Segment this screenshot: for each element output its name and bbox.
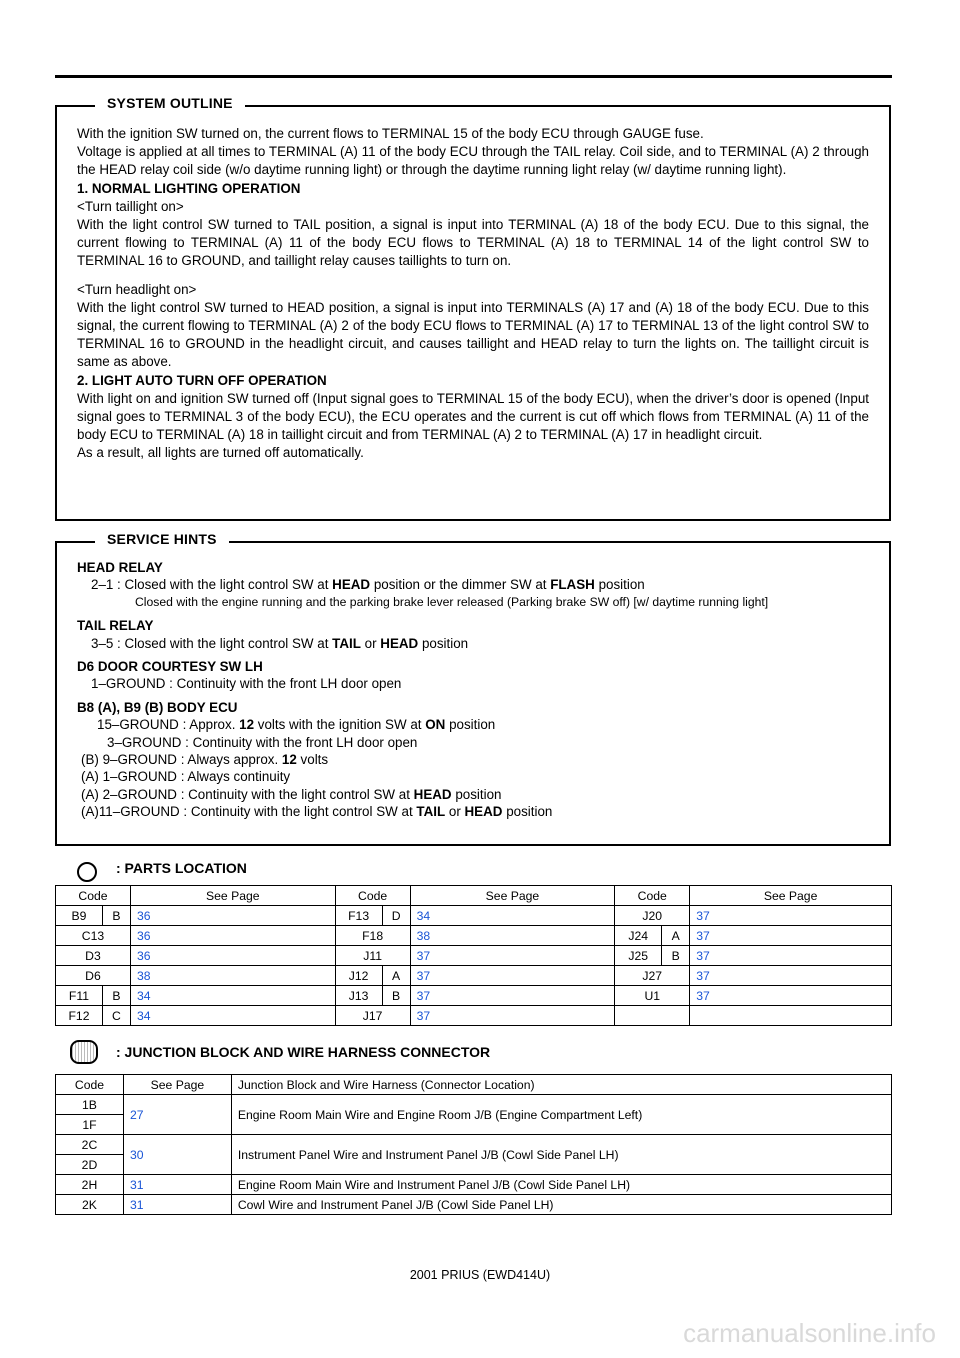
junction-header-cell: Junction Block and Wire Harness (Connector Location) (231, 1075, 891, 1095)
parts-see-page-link[interactable]: 34 (410, 906, 615, 926)
watermark: carmanualsonline.info (683, 1318, 936, 1348)
junction-code: 2C (56, 1135, 124, 1155)
junction-code: 2D (56, 1155, 124, 1175)
system-outline-box (55, 95, 891, 521)
junction-code: 2H (56, 1175, 124, 1195)
parts-see-page-link[interactable]: 37 (690, 906, 892, 926)
parts-code: J12 (335, 966, 382, 986)
parts-header-cell: See Page (410, 886, 615, 906)
tail-relay-heading: TAIL RELAY (77, 618, 154, 634)
parts-header-row (56, 886, 892, 906)
junction-block-table (55, 1074, 892, 1215)
parts-code: C13 (56, 926, 131, 946)
parts-code-suffix: C (102, 1006, 130, 1026)
tail-relay-line-1: 3–5 : Closed with the light control SW at TAIL or HEAD position (91, 635, 469, 651)
junction-description: Engine Room Main Wire and Engine Room J/B (Engine Compartment Left) (231, 1095, 891, 1135)
parts-header-cell: See Page (690, 886, 892, 906)
junction-row (56, 1135, 892, 1155)
system-outline-body (77, 125, 869, 463)
parts-see-page-link[interactable]: 38 (410, 926, 615, 946)
outline-intro-2: Voltage is applied at all times to TERMINAL (A) 11 of the body ECU through the TAIL relay. Coil side, and to TERMINAL (A) 2 through the HEAD relay coil side (w/o daytime running light) or through the daytime running light relay (w/ daytime running light). (77, 144, 869, 178)
parts-see-page-link[interactable] (690, 1006, 892, 1026)
junction-see-page-link[interactable]: 31 (123, 1175, 231, 1195)
section-2-result: As a result, all lights are turned off automatically. (77, 445, 364, 461)
parts-see-page-link[interactable]: 36 (130, 906, 335, 926)
parts-code: D6 (56, 966, 131, 986)
section-1-sub-headlight: <Turn headlight on> (77, 281, 197, 297)
parts-see-page-link[interactable]: 37 (410, 1006, 615, 1026)
door-courtesy-heading: D6 DOOR COURTESY SW LH (77, 659, 263, 675)
parts-code: U1 (615, 986, 690, 1006)
top-rule (55, 75, 892, 78)
parts-code-suffix: B (662, 946, 690, 966)
body-ecu-line-5: (A) 2–GROUND : Continuity with the light control SW at HEAD position (81, 786, 502, 802)
parts-location-icon (77, 862, 97, 882)
parts-header-cell: See Page (130, 886, 335, 906)
head-relay-line-2: Closed with the engine running and the parking brake lever released (Parking brake SW off) [w/ daytime running light] (135, 594, 769, 609)
body-ecu-heading: B8 (A), B9 (B) BODY ECU (77, 699, 238, 715)
parts-see-page-link[interactable]: 37 (410, 986, 615, 1006)
section-2-heading: 2. LIGHT AUTO TURN OFF OPERATION (77, 372, 327, 388)
parts-code: J13 (335, 986, 382, 1006)
parts-header-cell: Code (56, 886, 131, 906)
parts-code-suffix: D (382, 906, 410, 926)
page-footer: 2001 PRIUS (EWD414U) (409, 1268, 551, 1282)
outline-intro-1: With the ignition SW turned on, the current flows to TERMINAL 15 of the body ECU through GAUGE fuse. (77, 126, 704, 141)
junction-row (56, 1175, 892, 1195)
junction-row (56, 1195, 892, 1215)
junction-description: Instrument Panel Wire and Instrument Panel J/B (Cowl Side Panel LH) (231, 1135, 891, 1175)
body-ecu-line-1: 15–GROUND : Approx. 12 volts with the ignition SW at ON position (97, 717, 496, 733)
door-courtesy-line-1: 1–GROUND : Continuity with the front LH door open (91, 676, 402, 692)
parts-row (56, 966, 892, 986)
parts-row (56, 946, 892, 966)
parts-row (56, 906, 892, 926)
junction-header-cell: Code (56, 1075, 124, 1095)
parts-see-page-link[interactable]: 34 (130, 1006, 335, 1026)
junction-code: 1B (56, 1095, 124, 1115)
service-hints-body (77, 553, 869, 821)
parts-see-page-link[interactable]: 36 (130, 926, 335, 946)
junction-see-page-link[interactable]: 27 (123, 1095, 231, 1135)
parts-header-cell: Code (335, 886, 410, 906)
parts-code: J11 (335, 946, 410, 966)
junction-row (56, 1095, 892, 1115)
section-2-text: With light on and ignition SW turned off (Input signal goes to TERMINAL 15 of the body ECU), when the driver’s door is opened (Input signal goes to TERMINAL 3 of the body ECU), the ECU operates and the current is cut off which flows from TERMINAL (A) 11 of the body ECU to TERMINAL (A) 18 in taillight circuit and from TERMINAL (A) 2 to TERMINAL (A) 17 in headlight circuit. (77, 390, 869, 443)
parts-location-table (55, 885, 892, 1026)
parts-code-suffix: B (382, 986, 410, 1006)
junction-description: Cowl Wire and Instrument Panel J/B (Cowl Side Panel LH) (231, 1195, 891, 1215)
parts-see-page-link[interactable]: 37 (690, 946, 892, 966)
parts-code: J27 (615, 966, 690, 986)
parts-code: J24 (615, 926, 662, 946)
parts-see-page-link[interactable]: 38 (130, 966, 335, 986)
parts-see-page-link[interactable]: 37 (690, 986, 892, 1006)
section-1-text-taillight: With the light control SW turned to TAIL position, a signal is input into TERMINAL (A) 18 of the body ECU. Due to this signal, the current flowing to TERMINAL (A) 11 of the body ECU flows to TERMINAL (A) 18 to TERMINAL 14 of the light control SW to TERMINAL 16 to GROUND, and taillight relay causes taillights to turn on. (77, 217, 869, 269)
section-1-sub-taillight: <Turn taillight on> (77, 198, 184, 214)
junction-see-page-link[interactable]: 31 (123, 1195, 231, 1215)
parts-header-cell: Code (615, 886, 690, 906)
section-1-heading: 1. NORMAL LIGHTING OPERATION (77, 180, 301, 196)
parts-code-suffix: B (102, 906, 130, 926)
parts-row (56, 1006, 892, 1026)
body-ecu-line-4: (A) 1–GROUND : Always continuity (81, 769, 291, 785)
junction-description: Engine Room Main Wire and Instrument Panel J/B (Cowl Side Panel LH) (231, 1175, 891, 1195)
parts-code: F13 (335, 906, 382, 926)
parts-row (56, 926, 892, 946)
parts-see-page-link[interactable]: 37 (690, 926, 892, 946)
parts-code (615, 1006, 690, 1026)
parts-code-suffix: A (382, 966, 410, 986)
junction-code: 1F (56, 1115, 124, 1135)
parts-row (56, 986, 892, 1006)
parts-code: F11 (56, 986, 103, 1006)
junction-block-icon (70, 1040, 98, 1064)
parts-code: D3 (56, 946, 131, 966)
body-ecu-line-2: 3–GROUND : Continuity with the front LH door open (107, 734, 418, 750)
parts-see-page-link[interactable]: 37 (410, 946, 615, 966)
head-relay-line-1: 2–1 : Closed with the light control SW at HEAD position or the dimmer SW at FLASH position (91, 577, 645, 593)
parts-code: F12 (56, 1006, 103, 1026)
junction-header-row (56, 1075, 892, 1095)
system-outline-title: SYSTEM OUTLINE (95, 95, 245, 111)
parts-code: F18 (335, 926, 410, 946)
junction-see-page-link[interactable]: 30 (123, 1135, 231, 1175)
parts-see-page-link[interactable]: 36 (130, 946, 335, 966)
parts-code: J17 (335, 1006, 410, 1026)
service-hints-box (55, 531, 891, 846)
parts-code-suffix: A (662, 926, 690, 946)
body-ecu-line-3: (B) 9–GROUND : Always approx. 12 volts (81, 752, 329, 768)
head-relay-heading: HEAD RELAY (77, 560, 163, 575)
junction-block-label: : JUNCTION BLOCK AND WIRE HARNESS CONNECTOR (116, 1044, 491, 1060)
parts-location-label: : PARTS LOCATION (116, 860, 247, 876)
parts-see-page-link[interactable]: 37 (410, 966, 615, 986)
service-hints-title: SERVICE HINTS (95, 531, 229, 547)
junction-code: 2K (56, 1195, 124, 1215)
parts-code: B9 (56, 906, 103, 926)
parts-code: J25 (615, 946, 662, 966)
section-1-text-headlight: With the light control SW turned to HEAD position, a signal is input into TERMINALS (A) 17 and (A) 18 of the body ECU. Due to this signal, the current flowing to TERMINAL (A) 2 of the body ECU flows to TERMINAL (A) 17 to TERMINAL 13 of the light control SW to TERMINAL 16 to GROUND in the headlight circuit, and causes taillight and HEAD relay to turn the lights on. The taillight circuit is same as above. (77, 299, 869, 370)
junction-header-cell: See Page (123, 1075, 231, 1095)
parts-see-page-link[interactable]: 34 (130, 986, 335, 1006)
parts-see-page-link[interactable]: 37 (690, 966, 892, 986)
body-ecu-line-6: (A)11–GROUND : Continuity with the light control SW at TAIL or HEAD position (81, 804, 553, 820)
parts-code-suffix: B (102, 986, 130, 1006)
parts-code: J20 (615, 906, 690, 926)
